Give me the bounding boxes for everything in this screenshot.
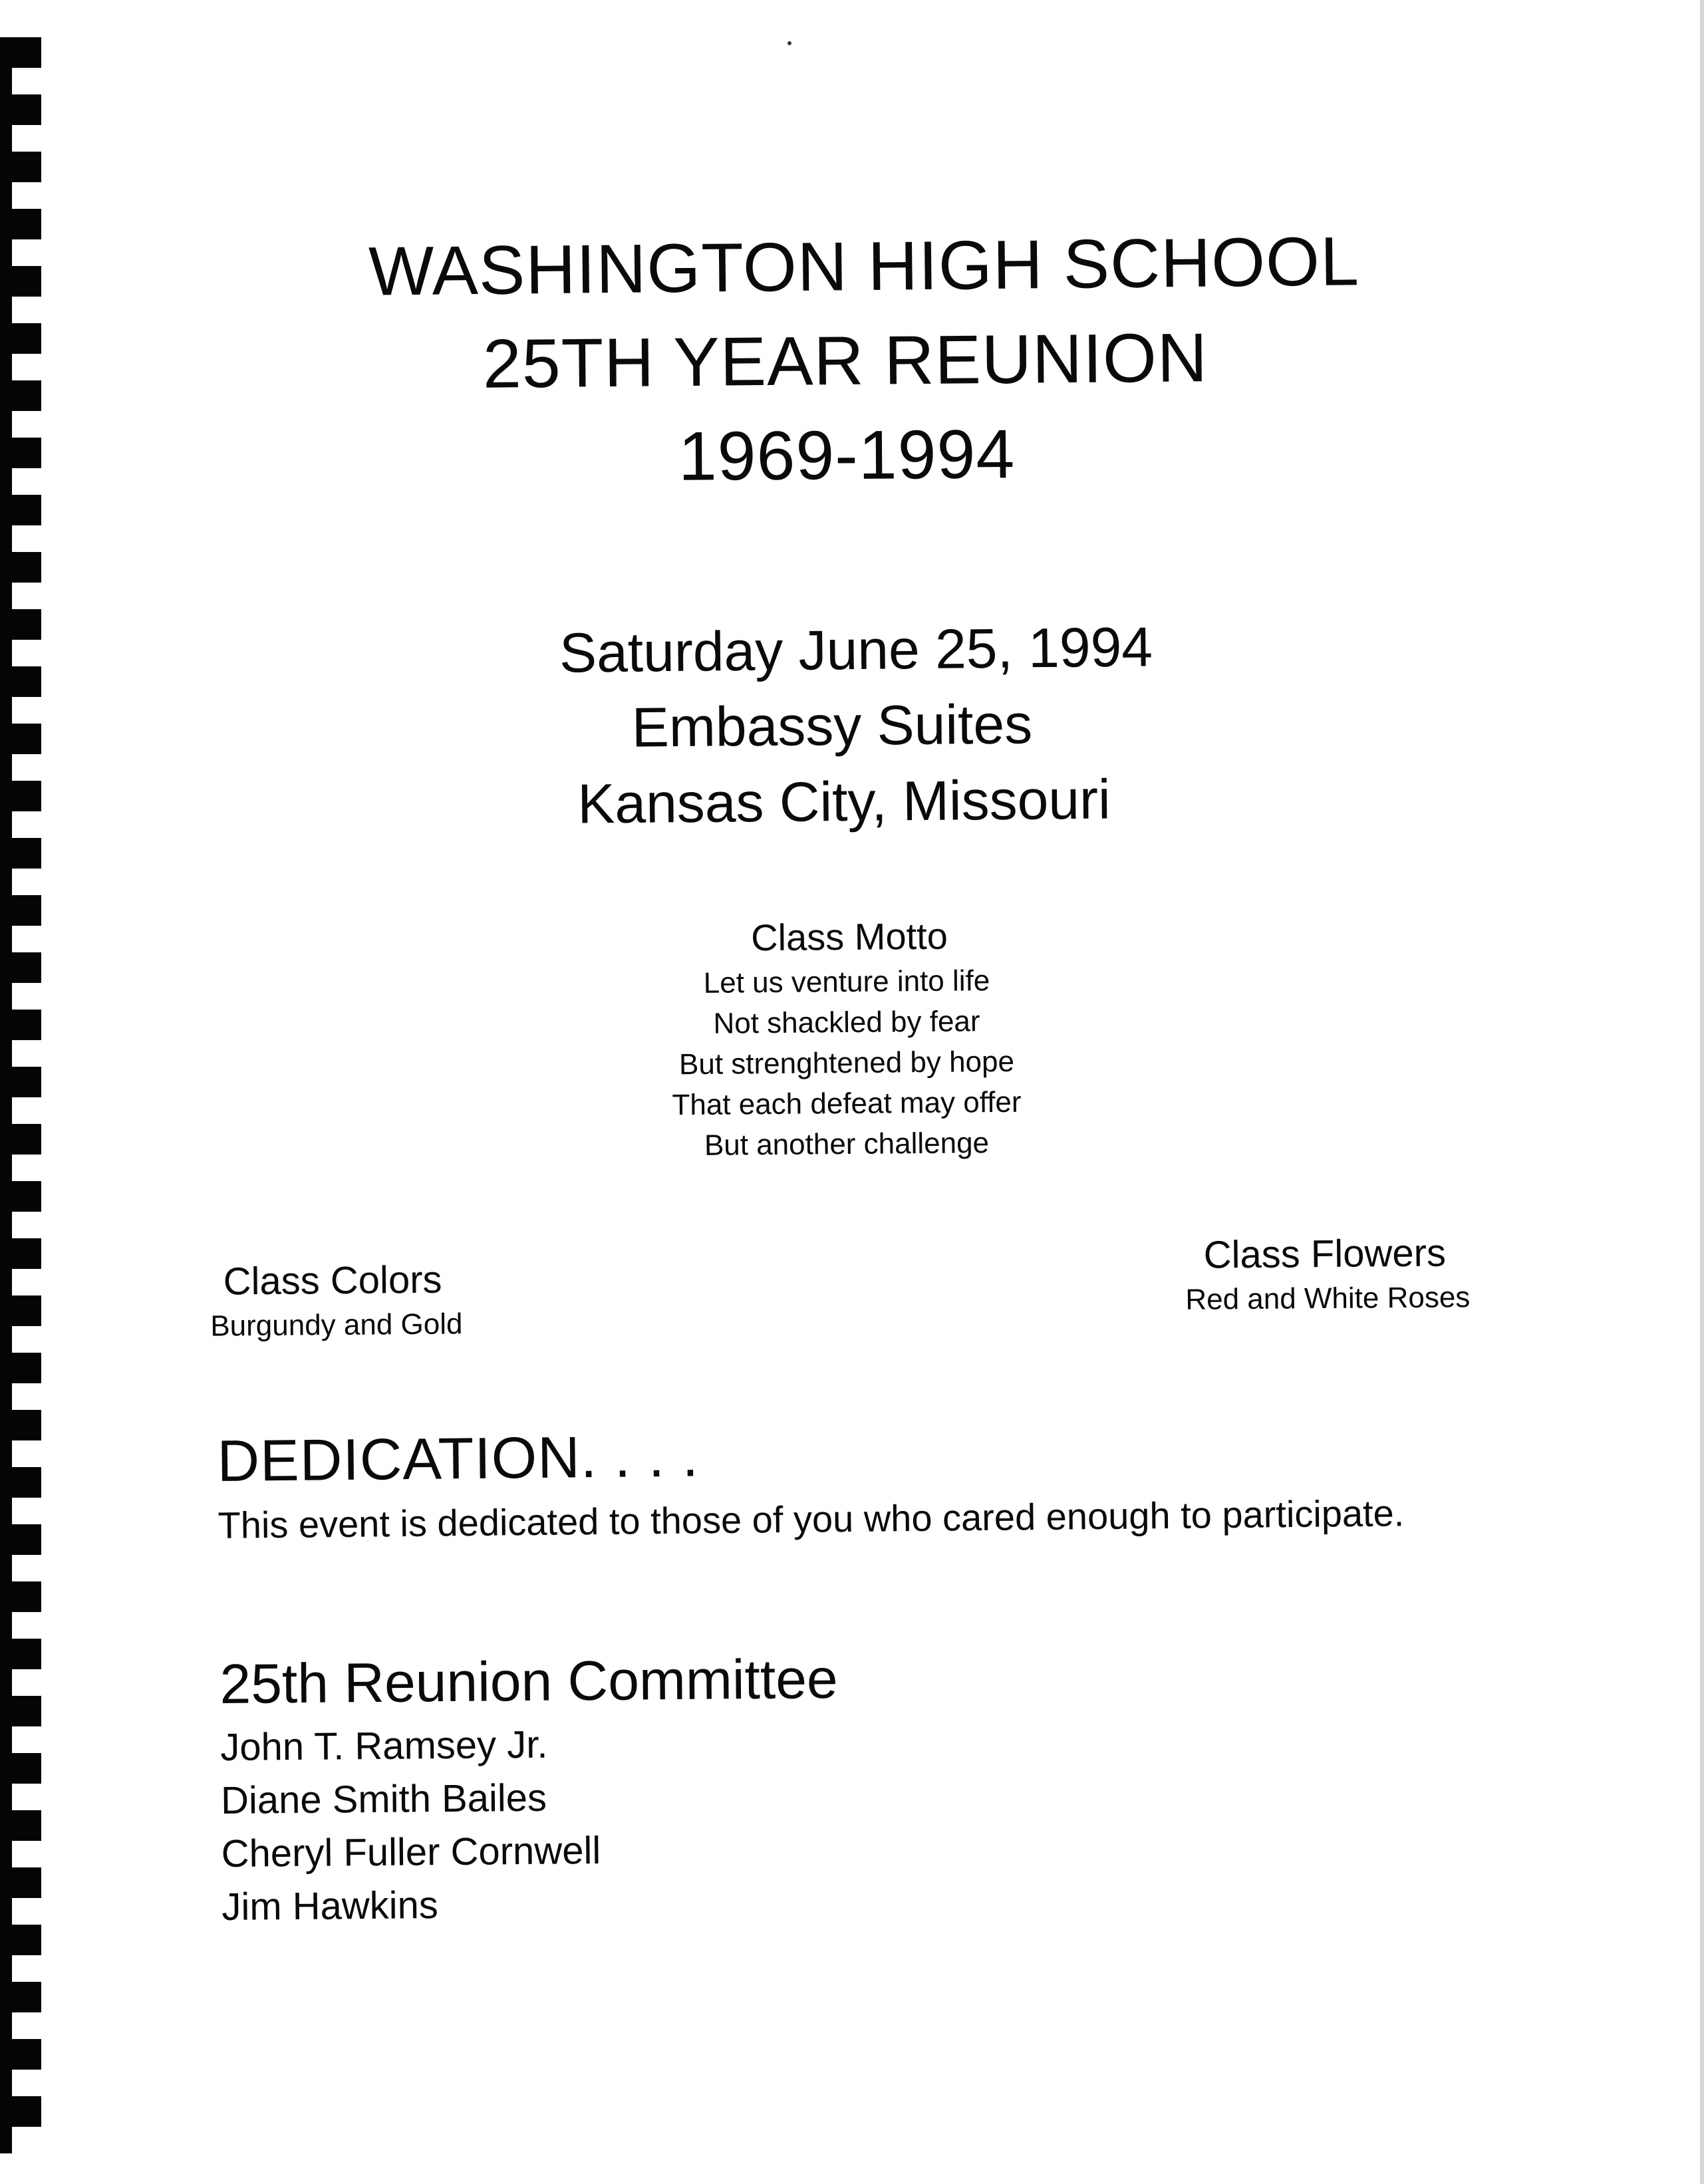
motto-line: That each defeat may offer: [672, 1085, 1022, 1122]
motto-heading: Class Motto: [750, 914, 948, 959]
event-venue: Embassy Suites: [631, 692, 1033, 759]
binding-hole: [0, 2096, 41, 2127]
flowers-value: Red and White Roses: [1185, 1281, 1471, 1316]
dedication-heading: DEDICATION. . . .: [217, 1423, 700, 1494]
binding-hole: [0, 1639, 41, 1669]
committee-member: Cheryl Fuller Cornwell: [221, 1829, 601, 1875]
binding-hole: [0, 1753, 41, 1784]
binding-hole: [0, 1925, 41, 1955]
binding-hole: [0, 1982, 41, 2012]
binding-hole: [0, 94, 41, 125]
colors-heading: Class Colors: [223, 1258, 442, 1303]
binding-hole: [0, 1410, 41, 1440]
dedication-text: This event is dedicated to those of you who cared enough to participate.: [217, 1492, 1405, 1546]
class-flowers: [1185, 1229, 1470, 1319]
binding-hole: [0, 37, 41, 68]
binding-hole: [0, 1867, 41, 1898]
binding-hole: [0, 152, 41, 182]
committee-heading: 25th Reunion Committee: [219, 1647, 839, 1715]
binding-hole: [0, 1524, 41, 1555]
motto-line: But strenghtened by hope: [678, 1045, 1015, 1081]
binding-hole: [0, 1296, 41, 1326]
title-block: [0, 219, 1704, 503]
school-name: WASHINGTON HIGH SCHOOL: [368, 223, 1360, 311]
committee-member: Jim Hawkins: [221, 1883, 439, 1929]
reunion-title: 25TH YEAR REUNION: [482, 319, 1208, 403]
motto-line: Not shackled by fear: [713, 1005, 980, 1040]
colors-value: Burgundy and Gold: [210, 1307, 463, 1343]
binding-hole: [0, 1238, 41, 1269]
event-location: Kansas City, Missouri: [577, 767, 1111, 835]
flowers-heading: Class Flowers: [1203, 1231, 1447, 1277]
motto-line: But another challenge: [704, 1127, 990, 1162]
committee-section: [219, 1641, 840, 1934]
class-colors: [210, 1256, 462, 1345]
binding-hole: [0, 1467, 41, 1498]
binding-hole: [0, 2039, 41, 2070]
committee-member: John T. Ramsey Jr.: [220, 1722, 548, 1769]
motto-line: Let us venture into life: [703, 964, 990, 1000]
scan-speck: [787, 41, 791, 45]
event-details: [0, 612, 1704, 839]
binding-hole: [0, 1353, 41, 1383]
event-date: Saturday June 25, 1994: [559, 615, 1153, 684]
binding-hole: [0, 552, 41, 583]
class-years: 1969-1994: [678, 416, 1016, 495]
committee-member: Diane Smith Bailes: [220, 1776, 547, 1822]
class-motto: [0, 912, 1704, 1164]
binding-hole: [0, 1696, 41, 1726]
binding-hole: [0, 1181, 41, 1212]
binding-hole: [0, 1810, 41, 1841]
dedication-section: [217, 1411, 1482, 1554]
binding-hole: [0, 1581, 41, 1612]
